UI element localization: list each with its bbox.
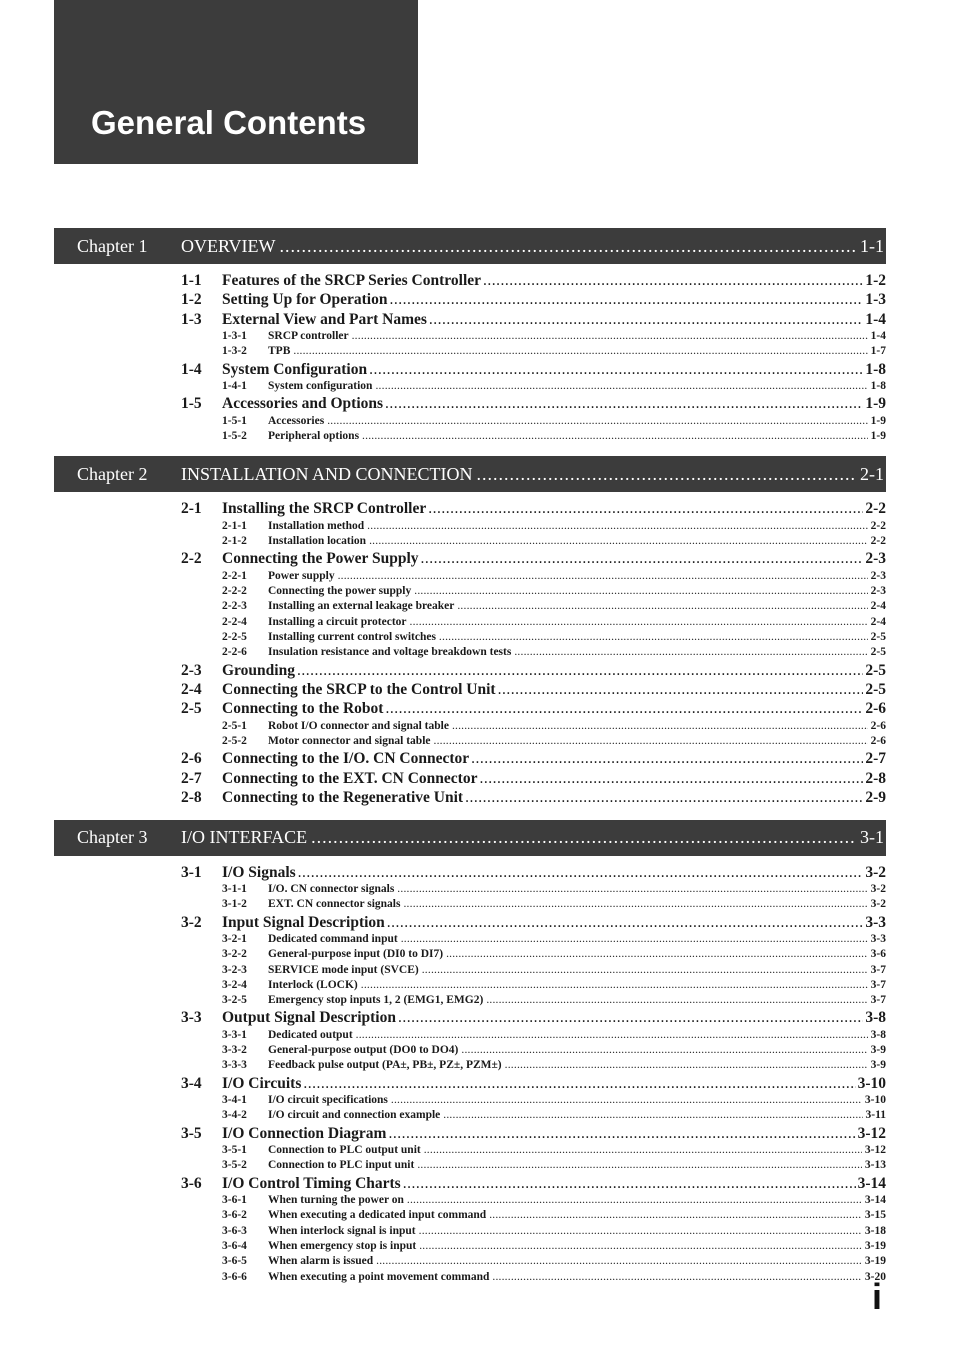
entry-title: Connecting to the I/O. CN Connector bbox=[222, 750, 470, 768]
toc-subsection-entry[interactable] bbox=[222, 1094, 886, 1109]
entry-number: 2-6 bbox=[181, 750, 202, 768]
entry-number: 1-2 bbox=[181, 291, 202, 309]
entry-page: 1-8 bbox=[870, 380, 886, 393]
entry-title: External View and Part Names bbox=[222, 310, 427, 328]
toc-subsection-entry[interactable] bbox=[222, 430, 886, 445]
chapter-spacer bbox=[0, 264, 954, 272]
entry-page: 2-8 bbox=[865, 769, 886, 787]
dot-leader bbox=[369, 535, 868, 547]
toc-subsection-entry[interactable] bbox=[222, 1109, 886, 1124]
chapter-label: Chapter 1 bbox=[77, 235, 148, 256]
entry-title: Dedicated output bbox=[268, 1028, 353, 1041]
dot-leader bbox=[514, 646, 867, 658]
toc-section-entry[interactable] bbox=[181, 662, 886, 681]
dot-leader bbox=[457, 600, 867, 612]
entry-page: 3-6 bbox=[870, 948, 886, 961]
toc-subsection-entry[interactable] bbox=[222, 415, 886, 430]
chapter-page: 2-1 bbox=[860, 463, 884, 484]
dot-leader bbox=[376, 1255, 862, 1267]
entry-title: I/O circuit specifications bbox=[268, 1094, 388, 1107]
dot-leader bbox=[375, 380, 867, 392]
entry-page: 3-8 bbox=[865, 1009, 886, 1027]
entry-title: I/O Connection Diagram bbox=[222, 1124, 387, 1142]
entry-page: 3-8 bbox=[870, 1028, 886, 1041]
entry-page: 2-6 bbox=[870, 735, 886, 748]
dot-leader bbox=[443, 1109, 862, 1121]
dot-leader bbox=[479, 770, 863, 788]
entry-number: 2-2-2 bbox=[222, 585, 247, 598]
toc-subsection-entry[interactable] bbox=[222, 1194, 886, 1209]
entry-title: System configuration bbox=[268, 380, 373, 393]
entry-title: Installation method bbox=[268, 519, 365, 532]
dot-leader bbox=[361, 979, 868, 991]
entry-number: 1-4-1 bbox=[222, 380, 247, 393]
entry-number: 1-4 bbox=[181, 360, 202, 378]
dot-leader bbox=[486, 994, 867, 1006]
entry-number: 2-1-1 bbox=[222, 519, 247, 532]
entry-page: 2-5 bbox=[870, 631, 886, 643]
entry-title: System Configuration bbox=[222, 360, 368, 378]
entry-title: Connection to PLC output unit bbox=[268, 1144, 421, 1157]
entry-number: 2-2-4 bbox=[222, 615, 247, 628]
entry-title: When executing a dedicated input command bbox=[268, 1209, 487, 1222]
entry-number: 1-5-1 bbox=[222, 414, 247, 427]
entry-number: 1-5-2 bbox=[222, 430, 247, 443]
entry-title: Output Signal Description bbox=[222, 1009, 396, 1027]
dot-leader bbox=[327, 415, 867, 427]
toc-subsection-entry[interactable] bbox=[222, 1225, 886, 1240]
entry-page: 3-15 bbox=[864, 1209, 886, 1222]
dot-leader bbox=[429, 311, 863, 329]
entry-number: 3-2-4 bbox=[222, 978, 247, 991]
entry-number: 2-5-2 bbox=[222, 735, 247, 748]
title-block bbox=[54, 0, 418, 164]
toc-section-entry[interactable] bbox=[181, 361, 886, 380]
entry-number: 2-1 bbox=[181, 500, 202, 518]
toc-subsection-entry[interactable] bbox=[222, 948, 886, 963]
entry-page: 2-3 bbox=[865, 550, 886, 568]
dot-leader bbox=[419, 1225, 862, 1237]
entry-page: 3-3 bbox=[865, 913, 886, 931]
entry-number: 2-2-6 bbox=[222, 646, 247, 659]
toc-subsection-entry[interactable] bbox=[222, 520, 886, 535]
entry-title: I/O Circuits bbox=[222, 1074, 302, 1092]
toc-subsection-entry[interactable] bbox=[222, 1044, 886, 1059]
entry-number: 3-6-1 bbox=[222, 1194, 247, 1207]
chapter-heading[interactable] bbox=[54, 456, 886, 492]
dot-leader bbox=[471, 750, 863, 768]
dot-leader bbox=[419, 1240, 862, 1252]
dot-leader bbox=[298, 864, 864, 882]
entry-page: 3-13 bbox=[864, 1159, 886, 1172]
entry-number: 1-5 bbox=[181, 395, 202, 413]
toc-subsection-entry[interactable] bbox=[222, 720, 886, 735]
toc-section-entry[interactable] bbox=[181, 1009, 886, 1028]
entry-title: EXT. CN connector signals bbox=[268, 898, 401, 911]
toc-subsection-entry[interactable] bbox=[222, 1059, 886, 1074]
entry-title: I/O circuit and connection example bbox=[268, 1109, 441, 1122]
dot-leader bbox=[465, 789, 863, 807]
entry-page: 3-18 bbox=[864, 1224, 886, 1237]
toc-subsection-entry[interactable] bbox=[222, 735, 886, 750]
dot-leader bbox=[398, 1009, 863, 1027]
toc-subsection-entry[interactable] bbox=[222, 1209, 886, 1224]
entry-page: 3-7 bbox=[870, 994, 886, 1007]
chapter-title: INSTALLATION AND CONNECTION bbox=[181, 463, 473, 484]
entry-title: Robot I/O connector and signal table bbox=[268, 719, 449, 732]
dot-leader bbox=[434, 735, 868, 747]
chapter-heading[interactable] bbox=[54, 820, 886, 856]
table-of-contents bbox=[0, 228, 954, 1286]
toc-section-entry[interactable] bbox=[181, 1125, 886, 1144]
entry-number: 3-4 bbox=[181, 1074, 202, 1092]
dot-leader bbox=[401, 933, 868, 945]
entry-title: I/O Signals bbox=[222, 863, 296, 881]
toc-section-entry[interactable] bbox=[181, 914, 886, 933]
entry-page: 3-11 bbox=[865, 1109, 886, 1122]
toc-subsection-entry[interactable] bbox=[222, 585, 886, 600]
entry-number: 3-6-6 bbox=[222, 1270, 247, 1283]
entry-number: 2-5 bbox=[181, 700, 202, 718]
entry-title: When interlock signal is input bbox=[268, 1224, 416, 1237]
entry-page: 2-7 bbox=[865, 750, 886, 768]
entry-page: 2-6 bbox=[865, 700, 886, 718]
entry-number: 2-8 bbox=[181, 789, 202, 807]
entry-page: 2-2 bbox=[865, 500, 886, 518]
toc-section-entry[interactable] bbox=[181, 550, 886, 569]
entry-title: Connecting to the Robot bbox=[222, 700, 384, 718]
entry-page: 2-5 bbox=[865, 680, 886, 698]
entry-title: Connecting the SRCP to the Control Unit bbox=[222, 680, 496, 698]
entry-page: 2-3 bbox=[870, 585, 886, 598]
entry-page: 3-14 bbox=[864, 1194, 886, 1207]
toc-subsection-entry[interactable] bbox=[222, 964, 886, 979]
dot-leader bbox=[387, 914, 864, 932]
entry-title: Dedicated command input bbox=[268, 932, 398, 945]
dot-leader bbox=[446, 948, 868, 960]
toc-section-entry[interactable] bbox=[181, 395, 886, 414]
entry-number: 2-3 bbox=[181, 661, 202, 679]
entry-number: 2-2-3 bbox=[222, 600, 247, 613]
entry-number: 3-2-1 bbox=[222, 932, 247, 945]
entry-title: Installing an external leakage breaker bbox=[268, 600, 455, 613]
toc-section-entry[interactable] bbox=[181, 789, 886, 808]
dot-leader bbox=[280, 236, 856, 257]
entry-title: Features of the SRCP Series Controller bbox=[222, 272, 482, 289]
entry-page: 1-3 bbox=[865, 291, 886, 309]
entry-title: Installing a circuit protector bbox=[268, 615, 407, 628]
dot-leader bbox=[367, 520, 867, 532]
entry-number: 1-3-2 bbox=[222, 345, 247, 358]
entry-page: 3-9 bbox=[870, 1044, 886, 1057]
dot-leader bbox=[428, 500, 863, 518]
dot-leader bbox=[414, 585, 867, 597]
dot-leader bbox=[388, 1125, 855, 1143]
toc-section-entry[interactable] bbox=[181, 1075, 886, 1094]
entry-page: 3-19 bbox=[864, 1239, 886, 1252]
entry-page: 1-9 bbox=[870, 430, 886, 443]
entry-number: 3-5-1 bbox=[222, 1144, 247, 1157]
dot-leader bbox=[338, 570, 868, 582]
dot-leader bbox=[477, 464, 856, 485]
toc-subsection-entry[interactable] bbox=[222, 979, 886, 994]
page-title: General Contents bbox=[91, 104, 367, 141]
toc-subsection-entry[interactable] bbox=[222, 600, 886, 615]
entry-title: Connecting the Power Supply bbox=[222, 550, 419, 568]
toc-subsection-entry[interactable] bbox=[222, 1144, 886, 1159]
dot-leader bbox=[407, 1194, 862, 1206]
toc-subsection-entry[interactable] bbox=[222, 898, 886, 913]
dot-leader bbox=[498, 681, 864, 699]
chapter-label: Chapter 3 bbox=[77, 827, 148, 848]
entry-title: Connecting the power supply bbox=[268, 585, 412, 598]
chapter-spacer bbox=[0, 856, 954, 864]
entry-title: When emergency stop is input bbox=[268, 1239, 417, 1252]
toc-subsection-entry[interactable] bbox=[222, 994, 886, 1009]
entry-title: When alarm is issued bbox=[268, 1255, 374, 1268]
entry-title: Emergency stop inputs 1, 2 (EMG1, EMG2) bbox=[268, 994, 484, 1007]
entry-number: 3-1-2 bbox=[222, 898, 247, 911]
dot-leader bbox=[422, 964, 868, 976]
entry-page: 3-20 bbox=[864, 1270, 886, 1283]
entry-page: 1-7 bbox=[870, 345, 886, 358]
chapter-spacer bbox=[0, 809, 954, 820]
page-number: i bbox=[872, 1276, 883, 1317]
entry-title: TPB bbox=[268, 345, 291, 358]
entry-page: 3-14 bbox=[857, 1174, 886, 1192]
entry-number: 2-2-5 bbox=[222, 631, 247, 643]
dot-leader bbox=[492, 1271, 862, 1283]
entry-title: SRCP controller bbox=[268, 330, 349, 343]
entry-page: 3-2 bbox=[870, 882, 886, 895]
entry-number: 2-7 bbox=[181, 769, 202, 787]
entry-page: 3-12 bbox=[857, 1124, 886, 1142]
dot-leader bbox=[421, 550, 864, 568]
dot-leader bbox=[362, 430, 868, 442]
dot-leader bbox=[403, 1175, 856, 1193]
entry-number: 3-1 bbox=[181, 863, 202, 881]
entry-number: 3-6-5 bbox=[222, 1255, 247, 1268]
entry-number: 3-6 bbox=[181, 1174, 202, 1192]
dot-leader bbox=[505, 1059, 868, 1071]
dot-leader bbox=[397, 883, 867, 895]
dot-leader bbox=[389, 291, 863, 309]
entry-page: 2-4 bbox=[870, 600, 886, 613]
entry-title: Accessories and Options bbox=[222, 395, 384, 413]
entry-title: General-purpose input (DI0 to DI7) bbox=[268, 948, 444, 961]
dot-leader bbox=[352, 330, 868, 342]
entry-title: I/O. CN connector signals bbox=[268, 882, 395, 895]
toc-section-entry[interactable] bbox=[181, 770, 886, 789]
entry-title: General-purpose output (DO0 to DO4) bbox=[268, 1044, 459, 1057]
toc-section-entry[interactable] bbox=[181, 311, 886, 330]
dot-leader bbox=[489, 1209, 862, 1221]
entry-title: Peripheral options bbox=[268, 430, 360, 443]
toc-subsection-entry[interactable] bbox=[222, 380, 886, 395]
chapter-page: 1-1 bbox=[860, 235, 884, 256]
entry-page: 3-7 bbox=[870, 963, 886, 976]
toc-subsection-entry[interactable] bbox=[222, 1240, 886, 1255]
entry-number: 3-5 bbox=[181, 1124, 202, 1142]
toc-section-entry[interactable] bbox=[181, 291, 886, 310]
toc-section-entry[interactable] bbox=[181, 750, 886, 769]
dot-leader bbox=[369, 361, 863, 379]
entry-number: 3-6-2 bbox=[222, 1209, 247, 1222]
entry-page: 1-9 bbox=[870, 414, 886, 427]
entry-number: 3-3-3 bbox=[222, 1059, 247, 1072]
entry-number: 3-2 bbox=[181, 913, 202, 931]
entry-title: When executing a point movement command bbox=[268, 1270, 490, 1283]
entry-page: 2-5 bbox=[865, 661, 886, 679]
toc-section-entry[interactable] bbox=[181, 1175, 886, 1194]
chapter-heading[interactable] bbox=[54, 228, 886, 264]
toc-subsection-entry[interactable] bbox=[222, 631, 886, 646]
entry-number: 3-2-3 bbox=[222, 963, 247, 976]
entry-page: 2-3 bbox=[870, 569, 886, 582]
entry-title: Connecting to the Regenerative Unit bbox=[222, 789, 464, 807]
entry-title: Connecting to the EXT. CN Connector bbox=[222, 769, 478, 787]
entry-number: 3-6-4 bbox=[222, 1239, 247, 1252]
chapter-label: Chapter 2 bbox=[77, 463, 148, 484]
dot-leader bbox=[385, 700, 863, 718]
dot-leader bbox=[303, 1075, 855, 1093]
entry-page: 1-4 bbox=[865, 310, 886, 328]
entry-page: 2-5 bbox=[870, 646, 886, 659]
entry-page: 3-10 bbox=[864, 1094, 886, 1107]
entry-page: 1-4 bbox=[870, 330, 886, 343]
entry-title: Interlock (LOCK) bbox=[268, 978, 358, 991]
entry-number: 3-4-1 bbox=[222, 1094, 247, 1107]
entry-page: 3-2 bbox=[865, 863, 886, 881]
entry-page: 3-7 bbox=[870, 978, 886, 991]
entry-number: 1-1 bbox=[181, 272, 202, 289]
entry-title: Installation location bbox=[268, 535, 367, 548]
entry-number: 1-3 bbox=[181, 310, 202, 328]
entry-title: Grounding bbox=[222, 661, 295, 679]
entry-page: 3-2 bbox=[870, 898, 886, 911]
entry-page: 1-9 bbox=[865, 395, 886, 413]
entry-page: 3-9 bbox=[870, 1059, 886, 1072]
entry-page: 3-3 bbox=[870, 932, 886, 945]
chapter-title-row bbox=[181, 236, 886, 257]
entry-number: 2-5-1 bbox=[222, 719, 247, 732]
entry-title: Input Signal Description bbox=[222, 913, 385, 931]
dot-leader bbox=[391, 1094, 862, 1106]
entry-number: 3-1-1 bbox=[222, 882, 247, 895]
entry-number: 2-4 bbox=[181, 680, 202, 698]
dot-leader bbox=[410, 616, 868, 628]
toc-subsection-entry[interactable] bbox=[222, 570, 886, 585]
dot-leader bbox=[297, 662, 863, 680]
entry-page: 1-8 bbox=[865, 360, 886, 378]
toc-subsection-entry[interactable] bbox=[222, 535, 886, 550]
chapter-spacer bbox=[0, 492, 954, 500]
dot-leader bbox=[403, 898, 867, 910]
chapter-title: I/O INTERFACE bbox=[181, 827, 308, 848]
entry-number: 3-3 bbox=[181, 1009, 202, 1027]
entry-number: 2-1-2 bbox=[222, 535, 247, 548]
dot-leader bbox=[424, 1144, 862, 1156]
toc-subsection-entry[interactable] bbox=[222, 1255, 886, 1270]
dot-leader bbox=[385, 395, 863, 413]
toc-subsection-entry[interactable] bbox=[222, 646, 886, 661]
entry-page: 2-2 bbox=[870, 519, 886, 532]
entry-page: 2-6 bbox=[870, 719, 886, 732]
entry-number: 3-6-3 bbox=[222, 1224, 247, 1237]
entry-number: 3-2-5 bbox=[222, 994, 247, 1007]
toc-subsection-entry[interactable] bbox=[222, 345, 886, 360]
chapter-title-row bbox=[181, 827, 886, 848]
entry-title: When turning the power on bbox=[268, 1194, 404, 1207]
toc-subsection-entry[interactable] bbox=[222, 933, 886, 948]
entry-page: 1-2 bbox=[865, 272, 886, 289]
dot-leader bbox=[439, 631, 868, 643]
chapter-title: OVERVIEW bbox=[181, 235, 276, 256]
entry-title: Motor connector and signal table bbox=[268, 735, 431, 748]
toc-section-entry[interactable] bbox=[181, 700, 886, 719]
entry-page: 3-10 bbox=[857, 1074, 886, 1092]
entry-title: Setting Up for Operation bbox=[222, 291, 388, 309]
entry-number: 3-3-1 bbox=[222, 1028, 247, 1041]
entry-page: 3-19 bbox=[864, 1255, 886, 1268]
dot-leader bbox=[452, 720, 868, 732]
entry-number: 2-2 bbox=[181, 550, 202, 568]
chapter-page: 3-1 bbox=[860, 827, 884, 848]
entry-page: 2-4 bbox=[870, 615, 886, 628]
entry-title: Power supply bbox=[268, 569, 335, 582]
toc-section-entry[interactable] bbox=[181, 681, 886, 700]
toc-subsection-entry[interactable] bbox=[222, 883, 886, 898]
entry-title: Feedback pulse output (PA±, PB±, PZ±, PZM±) bbox=[268, 1059, 502, 1072]
toc-section-entry[interactable] bbox=[181, 864, 886, 883]
dot-leader bbox=[461, 1044, 867, 1056]
entry-title: Connection to PLC input unit bbox=[268, 1159, 415, 1172]
entry-title: Installing current control switches bbox=[268, 631, 436, 643]
dot-leader bbox=[417, 1159, 862, 1171]
entry-page: 3-12 bbox=[864, 1144, 886, 1157]
toc-subsection-entry[interactable] bbox=[222, 1159, 886, 1174]
entry-number: 3-4-2 bbox=[222, 1109, 247, 1122]
toc-section-entry[interactable] bbox=[181, 272, 886, 291]
entry-title: Accessories bbox=[268, 414, 325, 427]
toc-section-entry[interactable] bbox=[181, 500, 886, 519]
dot-leader bbox=[311, 827, 856, 848]
dot-leader bbox=[356, 1029, 868, 1041]
entry-title: Insulation resistance and voltage breakdown tests bbox=[268, 646, 512, 659]
entry-title: SERVICE mode input (SVCE) bbox=[268, 963, 419, 976]
entry-number: 3-3-2 bbox=[222, 1044, 247, 1057]
toc-subsection-entry[interactable] bbox=[222, 1029, 886, 1044]
toc-subsection-entry[interactable] bbox=[222, 330, 886, 345]
entry-title: Installing the SRCP Controller bbox=[222, 500, 427, 518]
toc-subsection-entry[interactable] bbox=[222, 616, 886, 631]
dot-leader bbox=[293, 345, 867, 357]
entry-number: 1-3-1 bbox=[222, 330, 247, 343]
toc-subsection-entry[interactable] bbox=[222, 1271, 886, 1286]
entry-page: 2-2 bbox=[870, 535, 886, 548]
chapter-spacer bbox=[0, 445, 954, 456]
chapter-title-row bbox=[181, 464, 886, 485]
entry-number: 3-2-2 bbox=[222, 948, 247, 961]
entry-number: 2-2-1 bbox=[222, 569, 247, 582]
entry-page: 2-9 bbox=[865, 789, 886, 807]
entry-number: 3-5-2 bbox=[222, 1159, 247, 1172]
entry-title: I/O Control Timing Charts bbox=[222, 1174, 401, 1192]
dot-leader bbox=[483, 272, 863, 290]
